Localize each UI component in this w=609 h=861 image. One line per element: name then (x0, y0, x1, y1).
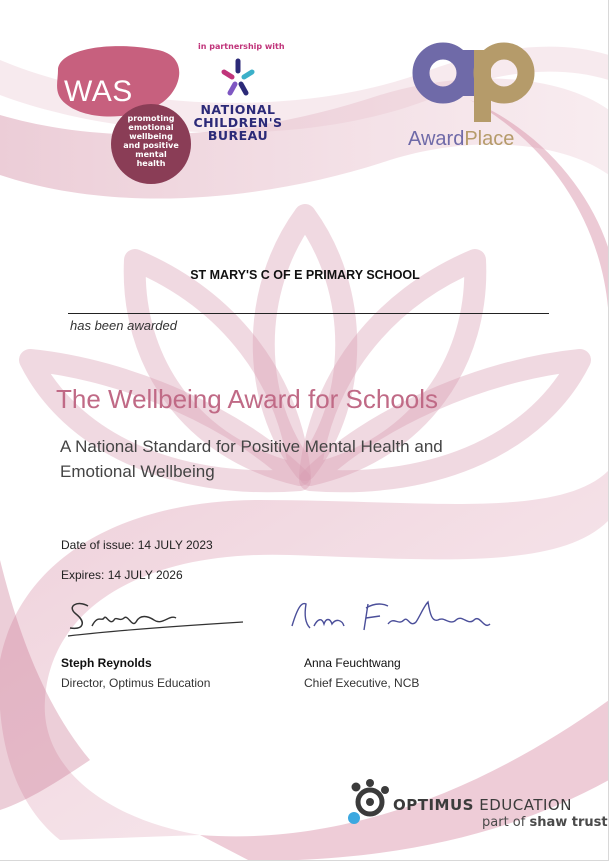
was-tagline-line: and positive (123, 141, 179, 150)
was-tagline-circle (111, 104, 191, 184)
awardplace-part1: Award (408, 128, 465, 150)
awardplace-part2: Place (464, 128, 515, 150)
expiry-date-label: Expires: (61, 568, 105, 582)
was-tagline-line: wellbeing (129, 132, 173, 141)
optimus-name-bold: OPTIMUS (393, 796, 474, 814)
ncb-partnership-text: in partnership with (198, 42, 285, 51)
was-tagline-line: health (136, 159, 166, 168)
ncb-star-icon (218, 57, 258, 99)
was-tagline-line: emotional (128, 123, 174, 132)
awardplace-logo-text (408, 128, 514, 151)
award-title: The Wellbeing Award for Schools (56, 384, 439, 414)
was-logo-text: WAS (64, 75, 133, 108)
ncb-name-line: NATIONAL (200, 102, 276, 117)
signature-anna-feuchtwang (284, 596, 504, 644)
issue-date-label: Date of issue: (61, 538, 135, 552)
ncb-name (186, 103, 290, 142)
ncb-name-line: BUREAU (207, 128, 269, 143)
issue-date-value: 14 JULY 2023 (137, 538, 213, 552)
ncb-name-line: CHILDREN'S (193, 115, 283, 130)
optimus-education-icon (344, 778, 394, 828)
was-tagline-line: promoting (127, 114, 175, 123)
was-tagline-line: mental (135, 150, 167, 159)
awarded-text: has been awarded (70, 318, 177, 333)
bottom-right-band (200, 700, 609, 861)
shaw-trust-text: shaw trust (529, 815, 608, 830)
award-subtitle: A National Standard for Positive Mental Health and Emotional Wellbeing (60, 437, 443, 481)
optimus-education-name (393, 796, 572, 814)
signature-steph-reynolds (58, 592, 258, 642)
signatory-role: Director, Optimus Education (61, 676, 211, 690)
awardplace-mark-icon (410, 40, 535, 130)
school-name: ST MARY'S C OF E PRIMARY SCHOOL (190, 268, 420, 282)
expiry-date-row (61, 568, 183, 582)
expiry-date-value: 14 JULY 2026 (107, 568, 183, 582)
signatory-name: Steph Reynolds (61, 656, 152, 670)
part-of-text: part of (482, 815, 530, 830)
signatory-role: Chief Executive, NCB (304, 676, 420, 690)
optimus-part-of (482, 815, 608, 830)
optimus-name-regular: EDUCATION (473, 796, 572, 814)
issue-date-row (61, 538, 213, 552)
name-underline (68, 313, 549, 314)
signatory-name: Anna Feuchtwang (304, 656, 401, 670)
